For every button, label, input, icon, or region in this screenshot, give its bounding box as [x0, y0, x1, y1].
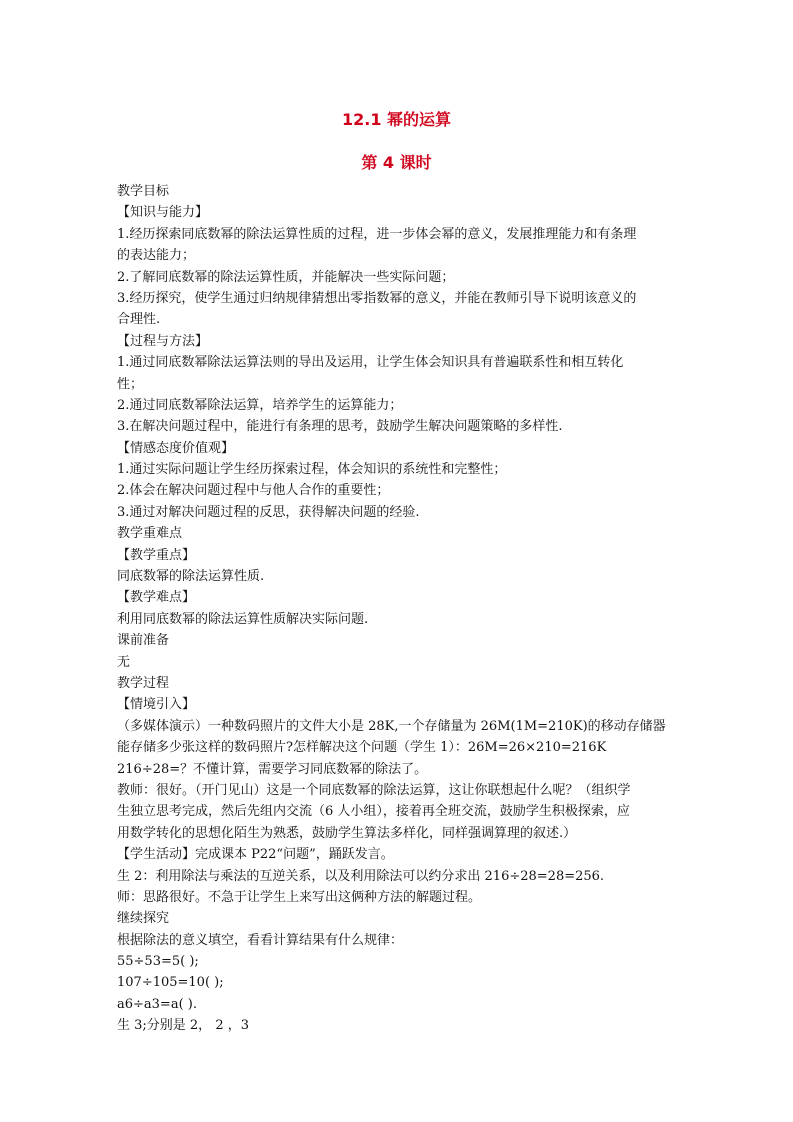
text-line: 2.体会在解决问题过程中与他人合作的重要性； [117, 483, 390, 499]
text-line: 教学过程 [117, 675, 170, 691]
document-body [117, 181, 677, 1037]
text-line: 【过程与方法】 [117, 333, 209, 349]
text-line: 【学生活动】完成课本 P22“问题”，踊跃发言。 [117, 847, 394, 863]
text-line: 用数学转化的思想化陌生为熟悉，鼓励学生算法多样化，同样强调算理的叙述.） [117, 825, 577, 841]
text-line: 同底数幂的除法运算性质. [117, 569, 265, 585]
text-line: 教学重难点 [117, 526, 183, 542]
text-line: 55÷53=5( ); [117, 954, 199, 970]
text-line: a6÷a3=a( ). [117, 996, 197, 1012]
document-subtitle: 第 4 课时 [361, 153, 432, 172]
text-line: 合理性. [117, 312, 161, 328]
text-line: 性； [117, 376, 144, 392]
text-line: 生独立思考完成，然后先组内交流（6 人小组），接着再全班交流，鼓励学生积极探索，应 [117, 804, 630, 820]
text-line: 【教学重点】 [117, 547, 196, 563]
text-line: 3.经历探究，使学生通过归纳规律猜想出零指数幂的意义，并能在教师引导下说明该意义的 [117, 290, 637, 306]
text-line: 教学目标 [117, 184, 170, 199]
text-line: 1.经历探索同底数幂的除法运算性质的过程，进一步体会幂的意义，发展推理能力和有条理 [117, 226, 637, 242]
document-title: 12.1 幂的运算 [341, 110, 452, 129]
text-line: 能存储多少张这样的数码照片?怎样解决这个问题（学生 1）：26M=26×210=216K [117, 740, 607, 756]
text-line: 3.通过对解决问题过程的反思，获得解决问题的经验. [117, 504, 420, 520]
text-line: 利用同底数幂的除法运算性质解决实际问题. [117, 611, 369, 627]
text-line: 根据除法的意义填空，看看计算结果有什么规律： [117, 932, 404, 948]
text-line: 【情感态度价值观】 [117, 440, 235, 456]
text-line: （多媒体演示）一种数码照片的文件大小是 28K,一个存储量为 26M(1M=210K)的移动存储器 [117, 718, 666, 734]
text-line: 教师：很好。（开门见山）这是一个同底数幂的除法运算，这让你联想起什么呢？（组织学 [117, 782, 631, 798]
text-line: 1.通过同底数幂除法运算法则的导出及运用，让学生体会知识具有普遍联系性和相互转化 [117, 355, 624, 371]
text-line: 216÷28=？不懂计算，需要学习同底数幂的除法了。 [117, 761, 428, 777]
text-line: 107÷105=10( ); [117, 975, 224, 991]
text-line: 【情境引入】 [117, 697, 196, 713]
text-line: 1.通过实际问题让学生经历探索过程，体会知识的系统性和完整性； [117, 462, 507, 478]
text-line: 【知识与能力】 [117, 205, 209, 221]
text-line: 生 3;分别是 2， 2 ，3 [117, 1018, 249, 1034]
text-line: 【教学难点】 [117, 590, 196, 606]
text-line: 的表达能力； [117, 248, 196, 264]
text-line: 2.了解同底数幂的除法运算性质，并能解决一些实际问题； [117, 269, 455, 285]
text-line: 师：思路很好。不急于让学生上来写出这俩种方法的解题过程。 [117, 889, 482, 905]
text-line: 继续探究 [117, 911, 170, 927]
text-line: 生 2：利用除法与乘法的互逆关系，以及利用除法可以约分求出 216÷28=28=256. [117, 868, 605, 884]
text-line: 课前准备 [117, 633, 170, 649]
text-line: 2.通过同底数幂除法运算，培养学生的运算能力； [117, 397, 403, 413]
text-line: 3.在解决问题过程中，能进行有条理的思考，鼓励学生解决问题策略的多样性. [117, 419, 563, 435]
text-line: 无 [117, 654, 131, 670]
